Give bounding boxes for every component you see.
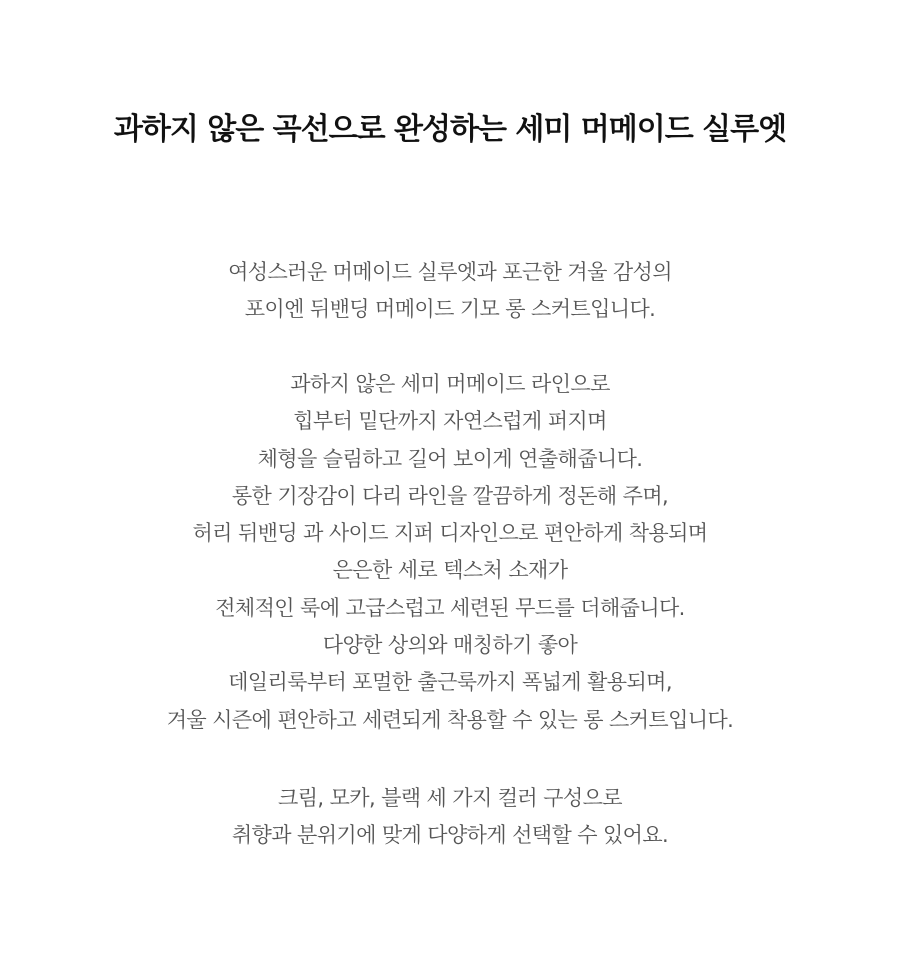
detail-paragraph xyxy=(0,366,900,739)
intro-line: 여성스러운 머메이드 실루엣과 포근한 겨울 감성의 xyxy=(228,260,672,284)
color-options-paragraph xyxy=(0,780,900,855)
intro-paragraph xyxy=(0,254,900,329)
detail-line: 롱한 기장감이 다리 라인을 깔끔하게 정돈해 주며, xyxy=(231,483,669,508)
detail-line: 전체적인 룩에 고급스럽고 세련된 무드를 더해줍니다. xyxy=(215,595,685,620)
detail-line: 다양한 상의와 매칭하기 좋아 xyxy=(322,633,578,658)
detail-line: 허리 뒤밴딩 과 사이드 지퍼 디자인으로 편안하게 착용되며 xyxy=(192,521,708,546)
color-options-line: 취향과 분위기에 맞게 다양하게 선택할 수 있어요. xyxy=(231,823,669,848)
detail-line: 은은한 세로 텍스처 소재가 xyxy=(332,558,568,583)
color-options-line: 크림, 모카, 블랙 세 가지 컬러 구성으로 xyxy=(278,786,622,810)
headline: 과하지 않은 곡선으로 완성하는 세미 머메이드 실루엣 xyxy=(113,112,787,147)
intro-line: 포이엔 뒤밴딩 머메이드 기모 롱 스커트입니다. xyxy=(244,297,656,322)
detail-line: 겨울 시즌에 편안하고 세련되게 착용할 수 있는 롱 스커트입니다. xyxy=(166,707,734,732)
detail-line: 과하지 않은 세미 머메이드 라인으로 xyxy=(290,372,610,396)
detail-line: 힙부터 밑단까지 자연스럽게 퍼지며 xyxy=(293,409,607,434)
detail-line: 체형을 슬림하고 길어 보이게 연출해줍니다. xyxy=(257,446,643,471)
detail-line: 데일리룩부터 포멀한 출근룩까지 폭넓게 활용되며, xyxy=(228,670,672,695)
